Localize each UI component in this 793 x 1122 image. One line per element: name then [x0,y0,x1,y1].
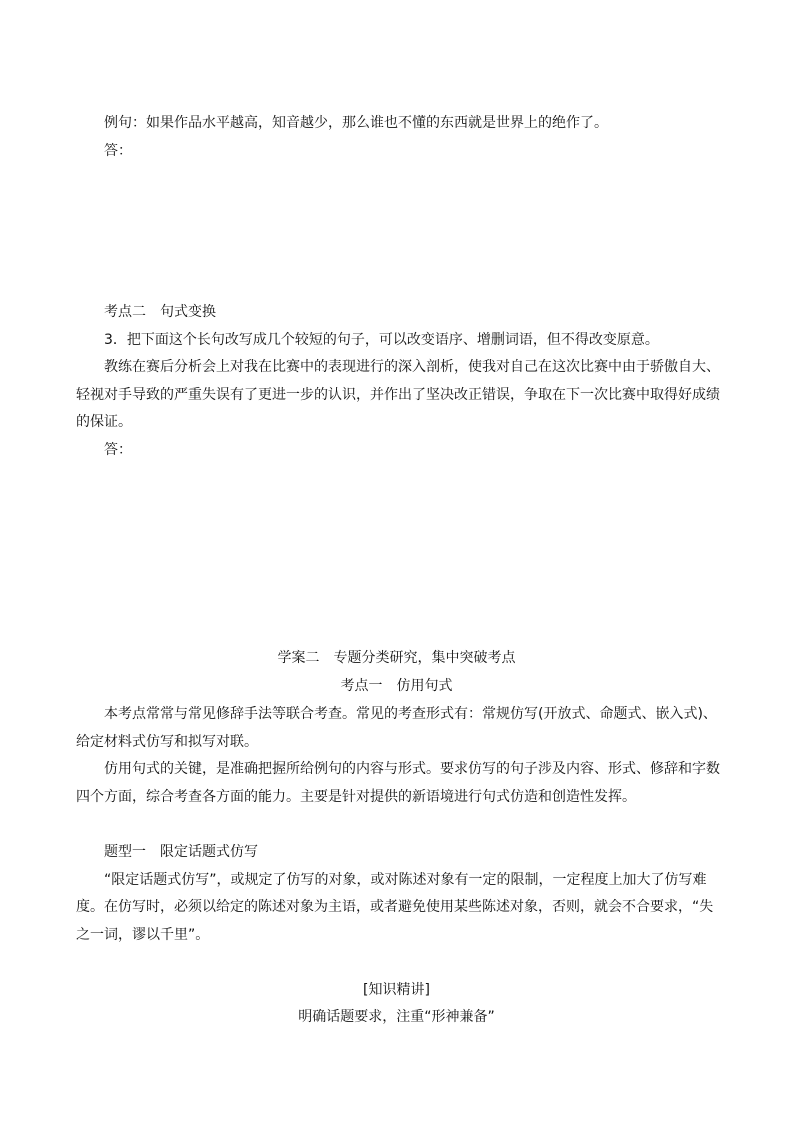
knowledge-title: 明确话题要求，注重“形神兼备” [298,1009,495,1025]
passage-line: 教练在赛后分析会上对我在比赛中的表现进行的深入剖析，使我对自己在这次比赛中由于骄傲自大、 [104,359,720,375]
answer-label: 答： [104,143,132,159]
type-heading: 题型一 限定话题式仿写 [104,844,258,860]
paragraph-line: 之一词，谬以千里”。 [76,927,210,943]
case-subtitle: 考点一 仿用句式 [340,678,453,694]
passage-line: 的保证。 [76,414,132,430]
paragraph-line: 本考点常常与常见修辞手法等联合考查。常见的考查形式有：常规仿写(开放式、命题式、嵌入式)、 [104,706,717,722]
paragraph-line: 给定材料式仿写和拟写对联。 [76,734,258,750]
paragraph-line: 四个方面，综合考查各方面的能力。主要是针对提供的新语境进行句式仿造和创造性发挥。 [76,789,636,805]
case-title: 学案二 专题分类研究，集中突破考点 [277,650,516,666]
passage-line: 轻视对手导致的严重失误有了更进一步的认识，并作出了坚决改正错误，争取在下一次比赛中取得好成绩 [76,387,720,403]
paragraph-line: 仿用句式的关键，是准确把握所给例句的内容与形式。要求仿写的句子涉及内容、形式、修辞和字数 [104,761,720,777]
question-text: 3．把下面这个长句改写成几个较短的句子，可以改变语序、增删词语，但不得改变原意。 [104,332,659,348]
knowledge-label: [知识精讲] [363,982,430,998]
answer-label: 答： [104,442,132,458]
example-sentence: 例句：如果作品水平越高，知音越少，那么谁也不懂的东西就是世界上的绝作了。 [104,115,608,131]
paragraph-line: 度。在仿写时，必须以给定的陈述对象为主语，或者避免使用某些陈述对象，否则，就会不合要求，“失 [76,899,714,915]
paragraph-line: “限定话题式仿写”，或规定了仿写的对象，或对陈述对象有一定的限制，一定程度上加大了仿写难 [104,872,707,888]
section-heading: 考点二 句式变换 [104,304,216,320]
